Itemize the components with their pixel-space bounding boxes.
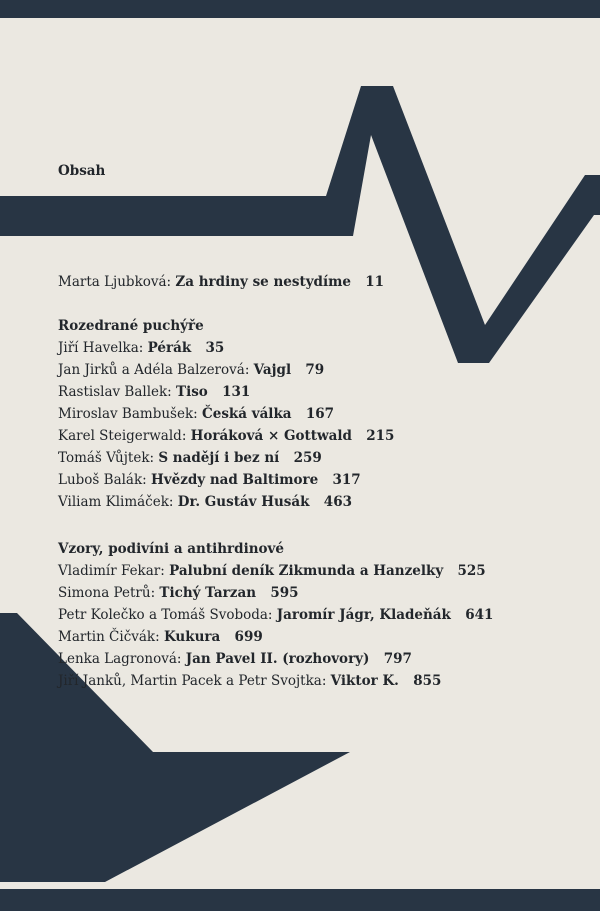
entry-author: Lenka Lagronová: xyxy=(58,651,182,667)
page-title: Obsah xyxy=(58,163,106,179)
entry-title: Dr. Gustáv Husák xyxy=(177,494,310,510)
entry-author: Petr Kolečko a Tomáš Svoboda: xyxy=(58,607,273,623)
entry-page: 525 xyxy=(457,563,486,579)
toc-entry xyxy=(58,560,486,582)
toc-entry xyxy=(58,604,493,626)
entry-title: S nadějí i bez ní xyxy=(158,450,280,466)
entry-title: Horáková × Gottwald xyxy=(190,428,352,444)
entry-author: Miroslav Bambušek: xyxy=(58,406,198,422)
entry-page: 463 xyxy=(323,494,352,510)
toc-entry xyxy=(58,337,224,359)
entry-title: Viktor K. xyxy=(330,673,399,689)
entry-page: 11 xyxy=(365,274,385,290)
toc-entry xyxy=(58,359,324,381)
entry-author: Simona Petrů: xyxy=(58,585,156,601)
entry-page: 797 xyxy=(383,651,412,667)
entry-title: Tiso xyxy=(176,384,208,400)
entry-page: 641 xyxy=(465,607,494,623)
entry-author: Viliam Klimáček: xyxy=(58,494,174,510)
entry-page: 167 xyxy=(305,406,335,422)
toc-entry xyxy=(58,670,441,692)
entry-page: 215 xyxy=(366,428,395,444)
entry-title: Hvězdy nad Baltimore xyxy=(151,472,319,488)
entry-page: 35 xyxy=(205,340,225,356)
entry-author: Jiří Havelka: xyxy=(58,340,144,356)
section-heading: Rozedrané puchýře xyxy=(58,318,204,334)
toc-entry xyxy=(58,469,361,491)
toc-entry xyxy=(58,582,299,604)
entry-title: Jan Pavel II. (rozhovory) xyxy=(185,651,370,667)
toc-entry xyxy=(58,626,263,648)
entry-title: Tichý Tarzan xyxy=(159,585,257,601)
toc-entry xyxy=(58,447,322,469)
entry-author: Karel Steigerwald: xyxy=(58,428,187,444)
entry-page: 699 xyxy=(234,629,263,645)
toc-entry xyxy=(58,381,250,403)
entry-page: 79 xyxy=(305,362,325,378)
entry-author: Luboš Balák: xyxy=(58,472,147,488)
entry-page: 131 xyxy=(222,384,251,400)
entry-title: Kukura xyxy=(163,629,221,645)
bottom-band xyxy=(0,889,600,911)
entry-page: 317 xyxy=(332,472,361,488)
entry-title: Vajgl xyxy=(253,362,292,378)
entry-author: Tomáš Vůjtek: xyxy=(58,450,155,466)
entry-page: 259 xyxy=(293,450,322,466)
entry-page: 855 xyxy=(413,673,442,689)
toc-entry xyxy=(58,425,394,447)
entry-author: Martin Čičvák: xyxy=(58,629,160,645)
entry-title: Česká válka xyxy=(201,406,292,422)
entry-author: Vladimír Fekar: xyxy=(58,563,165,579)
entry-author: Rastislav Ballek: xyxy=(58,384,172,400)
toc-entry xyxy=(58,491,352,513)
top-band xyxy=(0,0,600,18)
entry-title: Pérák xyxy=(147,340,192,356)
toc-entry xyxy=(58,648,412,670)
entry-title: Jaromír Jágr, Kladeňák xyxy=(276,607,451,623)
entry-page: 595 xyxy=(270,585,299,601)
entry-title: Palubní deník Zikmunda a Hanzelky xyxy=(169,563,444,579)
entry-title: Za hrdiny se nestydíme xyxy=(175,274,351,290)
section-heading: Vzory, podivíni a antihrdinové xyxy=(58,541,284,557)
entry-author: Jiří Janků, Martin Pacek a Petr Svojtka: xyxy=(58,673,327,689)
toc-intro-entry xyxy=(58,271,384,293)
toc-entry xyxy=(58,403,334,425)
entry-author: Jan Jirků a Adéla Balzerová: xyxy=(58,362,250,378)
entry-author: Marta Ljubková: xyxy=(58,274,172,290)
